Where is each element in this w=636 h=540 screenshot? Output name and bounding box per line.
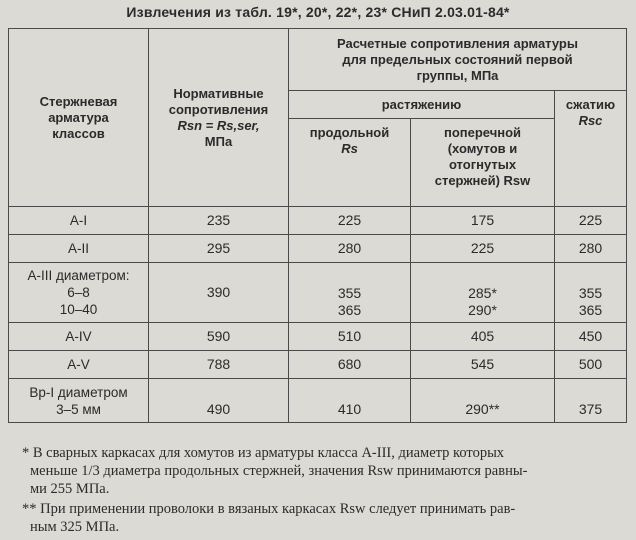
table-row <box>9 207 627 235</box>
page-title: Извлечения из табл. 19*, 20*, 22*, 23* СНиП 2.03.01-84* <box>126 4 510 20</box>
table-row <box>9 235 627 263</box>
norm-cell: 390 <box>149 263 289 323</box>
comp-cell: 450 <box>555 323 627 351</box>
footnotes <box>22 444 628 538</box>
trans-cell: 545 <box>411 351 555 379</box>
trans-cell: 405 <box>411 323 555 351</box>
class-cell: A-I <box>9 207 149 235</box>
comp-cell: 225 <box>555 207 627 235</box>
header-normative: Нормативные сопротивления Rsn = Rs,ser, МПа <box>149 29 289 207</box>
comp-cell: 280 <box>555 235 627 263</box>
trans-cell: 175 <box>411 207 555 235</box>
norm-cell: 788 <box>149 351 289 379</box>
class-cell: A-IV <box>9 323 149 351</box>
trans-cell: 285* 290* <box>411 263 555 323</box>
long-cell: 680 <box>289 351 411 379</box>
table-row <box>9 263 627 323</box>
comp-cell: 355 365 <box>555 263 627 323</box>
header-design: Расчетные сопротивления арматуры для предельных состояний первой группы, МПа <box>289 29 627 91</box>
header-longitudinal: продольной Rs <box>289 119 411 207</box>
footnote-2: ** При применении проволоки в вязаных каркасах Rsw следует принимать рав- ным 325 МПа. <box>22 501 516 535</box>
header-compression: сжатию Rsc <box>555 91 627 207</box>
footnote-1: * В сварных каркасах для хомутов из арматуры класса A-III, диаметр которых меньше 1/3 диаметра продольных стержней, значения Rsw принимаются равны- ми 255 МПа. <box>22 445 528 497</box>
long-cell: 225 <box>289 207 411 235</box>
trans-cell: 290** <box>411 379 555 423</box>
class-cell: A-V <box>9 351 149 379</box>
class-cell: A-III диаметром: 6–8 10–40 <box>9 263 149 323</box>
long-cell: 410 <box>289 379 411 423</box>
table-row <box>9 351 627 379</box>
long-cell: 510 <box>289 323 411 351</box>
class-cell: A-II <box>9 235 149 263</box>
reinforcement-table <box>8 28 627 423</box>
table-row <box>9 379 627 423</box>
table-row <box>9 323 627 351</box>
norm-cell: 490 <box>149 379 289 423</box>
header-class: Стержневая арматура классов <box>9 29 149 207</box>
trans-cell: 225 <box>411 235 555 263</box>
norm-cell: 295 <box>149 235 289 263</box>
header-transverse: поперечной (хомутов и отогнутых стержней) Rsw <box>411 119 555 207</box>
norm-cell: 590 <box>149 323 289 351</box>
norm-cell: 235 <box>149 207 289 235</box>
long-cell: 355 365 <box>289 263 411 323</box>
comp-cell: 375 <box>555 379 627 423</box>
class-cell: Вр-I диаметром 3–5 мм <box>9 379 149 423</box>
comp-cell: 500 <box>555 351 627 379</box>
header-tension: растяжению <box>289 91 555 119</box>
long-cell: 280 <box>289 235 411 263</box>
